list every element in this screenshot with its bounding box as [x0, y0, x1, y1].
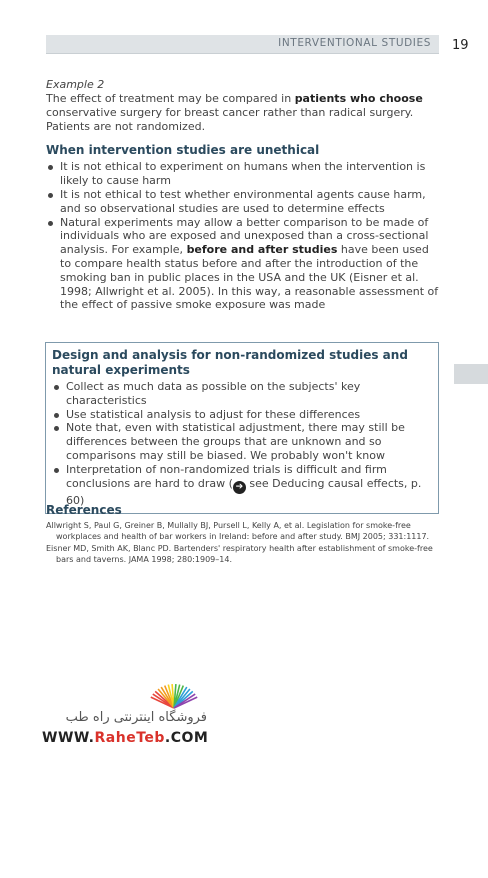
running-title: INTERVENTIONAL STUDIES — [278, 37, 431, 49]
example-label: Example 2 — [46, 78, 105, 91]
crossref-link[interactable]: see Deducing causal effects, p. 60) — [66, 476, 422, 507]
box-bullet-list — [52, 380, 432, 507]
logo-url-prefix: WWW. — [42, 730, 95, 746]
unethical-bullet: It is not ethical to test whether environmental agents cause harm, and so observational studies are used to determine effects — [46, 188, 440, 216]
reference-item: Allwright S, Paul G, Greiner B, Mullally BJ, Pursell L, Kelly A, et al. Legislation for smoke-free workplaces and health of bar workers in Ireland: before and after study. BMJ 2005; 331:1117. — [46, 521, 430, 541]
running-header-bar — [46, 35, 439, 54]
chapter-tab-marker — [454, 364, 488, 384]
unethical-bullet: It is not ethical to experiment on humans when the intervention is likely to cause harm — [46, 160, 440, 188]
page-number: 19 — [452, 38, 469, 53]
example-paragraph — [46, 92, 440, 133]
example-text-before: The effect of treatment may be compared in — [46, 92, 295, 105]
unethical-heading: When intervention studies are unethical — [46, 143, 320, 158]
main-content — [46, 78, 440, 312]
unethical-bullet-list — [46, 160, 440, 312]
watermark-logo — [42, 680, 222, 750]
references-heading: References — [46, 503, 122, 517]
box-heading: Design and analysis for non-randomized studies and natural experiments — [52, 348, 408, 377]
box-bullet-crossref — [52, 463, 432, 508]
logo-persian-text: فروشگاه اینترنتی راه طب — [65, 710, 207, 725]
crossref-text-before: Interpretation of non-randomized trials is difficult and firm conclusions are hard to draw ( — [66, 462, 387, 490]
example-text-bold: patients who choose — [294, 92, 423, 105]
box-bullet: Collect as much data as possible on the subjects' key characteristics — [52, 380, 432, 408]
logo-url-suffix: .COM — [164, 730, 209, 746]
arrow-right-circle-icon: ➔ — [233, 481, 246, 494]
box-bullet: Use statistical analysis to adjust for these differences — [52, 408, 432, 422]
example-text-after: conservative surgery for breast cancer rather than radical surgery. Patients are not randomized. — [46, 105, 414, 133]
logo-url-brand: RaheTeb — [94, 730, 165, 746]
box-bullet: Note that, even with statistical adjustment, there may still be differences between the groups that are unknown and so comparisons may still be biased. We probably won't know — [52, 421, 432, 462]
natural-text-before: Natural experiments may allow a better comparison to be made of individuals who are exposed and unexposed than a cross-sectional analysis. For example, — [60, 215, 429, 257]
design-analysis-box — [45, 342, 439, 514]
references-section — [46, 503, 440, 566]
reference-item: Eisner MD, Smith AK, Blanc PD. Bartenders' respiratory health after establishment of smoke-free bars and taverns. JAMA 1998; 280:1909–14. — [46, 544, 433, 564]
book-fan-icon — [144, 680, 204, 710]
unethical-bullet-natural — [46, 216, 440, 313]
natural-text-bold: before and after studies — [186, 243, 338, 257]
natural-text-after: have been used to compare health status before and after the introduction of the smoking ban in public places in the USA and the UK (Eisner et al. 1998; Allwright et al. 2005). In this way, a reasonable assessment of the effect of passive smoke exposure was made — [60, 243, 439, 312]
logo-url — [42, 730, 208, 746]
